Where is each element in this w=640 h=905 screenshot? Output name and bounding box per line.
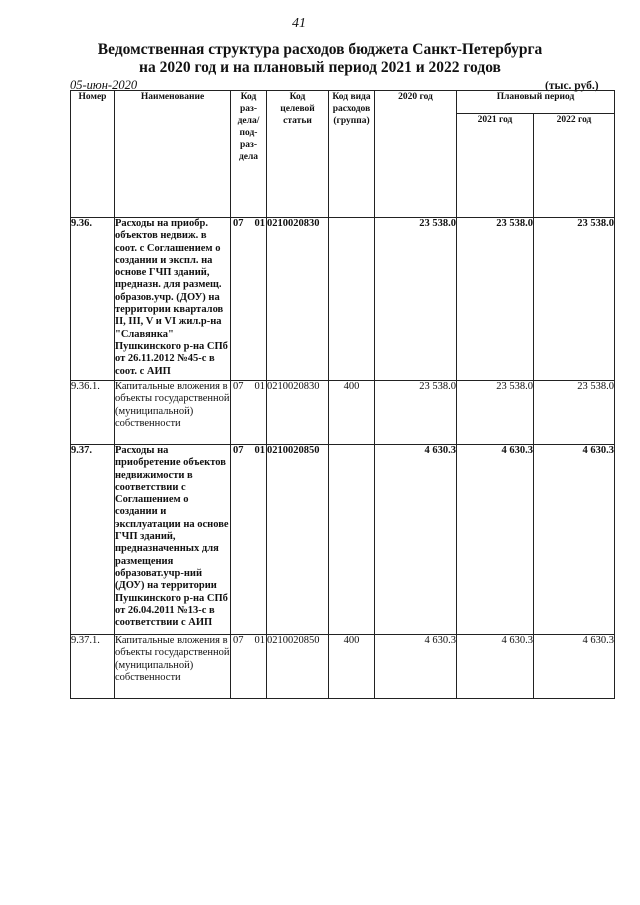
header-2021: 2021 год [457,114,534,218]
row-razdel-code: 07 [233,445,244,456]
document-title-line-2: на 2020 год и на плановый период 2021 и 2022 годов [139,59,501,76]
header-name: Наименование [115,91,231,218]
row-subrazdel-code: 01 [254,381,265,392]
table-row [71,445,615,635]
row-name: Расходы на приобр. объектов недвиж. в соот. с Соглашением о создании и экспл. на основе ГЧП зданий, предназн. для размещ. образов.учр. (ДОУ) на территории кварталов II, III, V и VI жил.р-на "Славянка" Пушкинского р-на СПб от 26.11.2012 №45-с в соот. с АИП [115,218,231,381]
table-row [71,381,615,445]
row-amount-2020: 4 630.3 [375,635,457,699]
row-razdel-code: 07 [233,635,244,646]
row-number: 9.36. [71,218,115,381]
table-row [71,218,615,381]
row-amount-2021: 4 630.3 [457,635,534,699]
row-subrazdel-code: 01 [254,445,265,456]
row-subrazdel-code: 01 [254,218,265,229]
row-vid-code [329,445,375,635]
row-amount-2022: 4 630.3 [534,445,615,635]
table-body [71,218,615,699]
row-amount-2022: 23 538.0 [534,381,615,445]
row-subrazdel-code: 01 [254,635,265,646]
row-number: 9.36.1. [71,381,115,445]
row-number: 9.37.1. [71,635,115,699]
page-number: 41 [292,16,306,31]
row-name: Капитальные вложения в объекты государственной (муниципальной) собственности [115,635,231,699]
row-amount-2022: 4 630.3 [534,635,615,699]
header-target [267,91,329,218]
row-razdel-code: 07 [233,381,244,392]
header-2020: 2020 год [375,91,457,218]
row-amount-2021: 23 538.0 [457,218,534,381]
header-razdel [231,91,267,218]
header-target-text: Код целевой статьи [280,92,315,126]
units-label: (тыс. руб.) [545,80,599,92]
header-vid: Код вида расходов (группа) [329,91,375,218]
row-razdel [231,445,267,635]
row-razdel [231,381,267,445]
row-target-code: 0210020830 [267,381,329,445]
row-amount-2021: 23 538.0 [457,381,534,445]
row-amount-2020: 4 630.3 [375,445,457,635]
document-date: 05-июн-2020 [70,78,138,92]
row-amount-2020: 23 538.0 [375,218,457,381]
row-razdel-code: 07 [233,218,244,229]
row-vid-code: 400 [329,635,375,699]
row-number: 9.37. [71,445,115,635]
row-target-code: 0210020850 [267,445,329,635]
table-row [71,635,615,699]
row-name: Капитальные вложения в объекты государственной (муниципальной) собственности [115,381,231,445]
header-number: Номер [71,91,115,218]
row-vid-code: 400 [329,381,375,445]
row-amount-2022: 23 538.0 [534,218,615,381]
row-target-code: 0210020850 [267,635,329,699]
document-title-line-1: Ведомственная структура расходов бюджета Санкт-Петербурга [97,41,543,58]
header-2022: 2022 год [534,114,615,218]
row-razdel [231,635,267,699]
row-vid-code [329,218,375,381]
budget-table [70,90,615,699]
row-razdel [231,218,267,381]
row-target-code: 0210020830 [267,218,329,381]
row-amount-2020: 23 538.0 [375,381,457,445]
header-razdel-text: Код раз-дела/ под-раз-дела [237,92,260,162]
row-amount-2021: 4 630.3 [457,445,534,635]
header-planned-period: Плановый период [457,91,615,114]
row-name: Расходы на приобретение объектов недвижимости в соответствии с Соглашением о создании и эксплуатации на основе ГЧП зданий, предназначенных для размещения образоват.учр-ний (ДОУ) на территории Пушкинского р-на СПб от 26.04.2011 №13-с в соответствии с АИП [115,445,231,635]
